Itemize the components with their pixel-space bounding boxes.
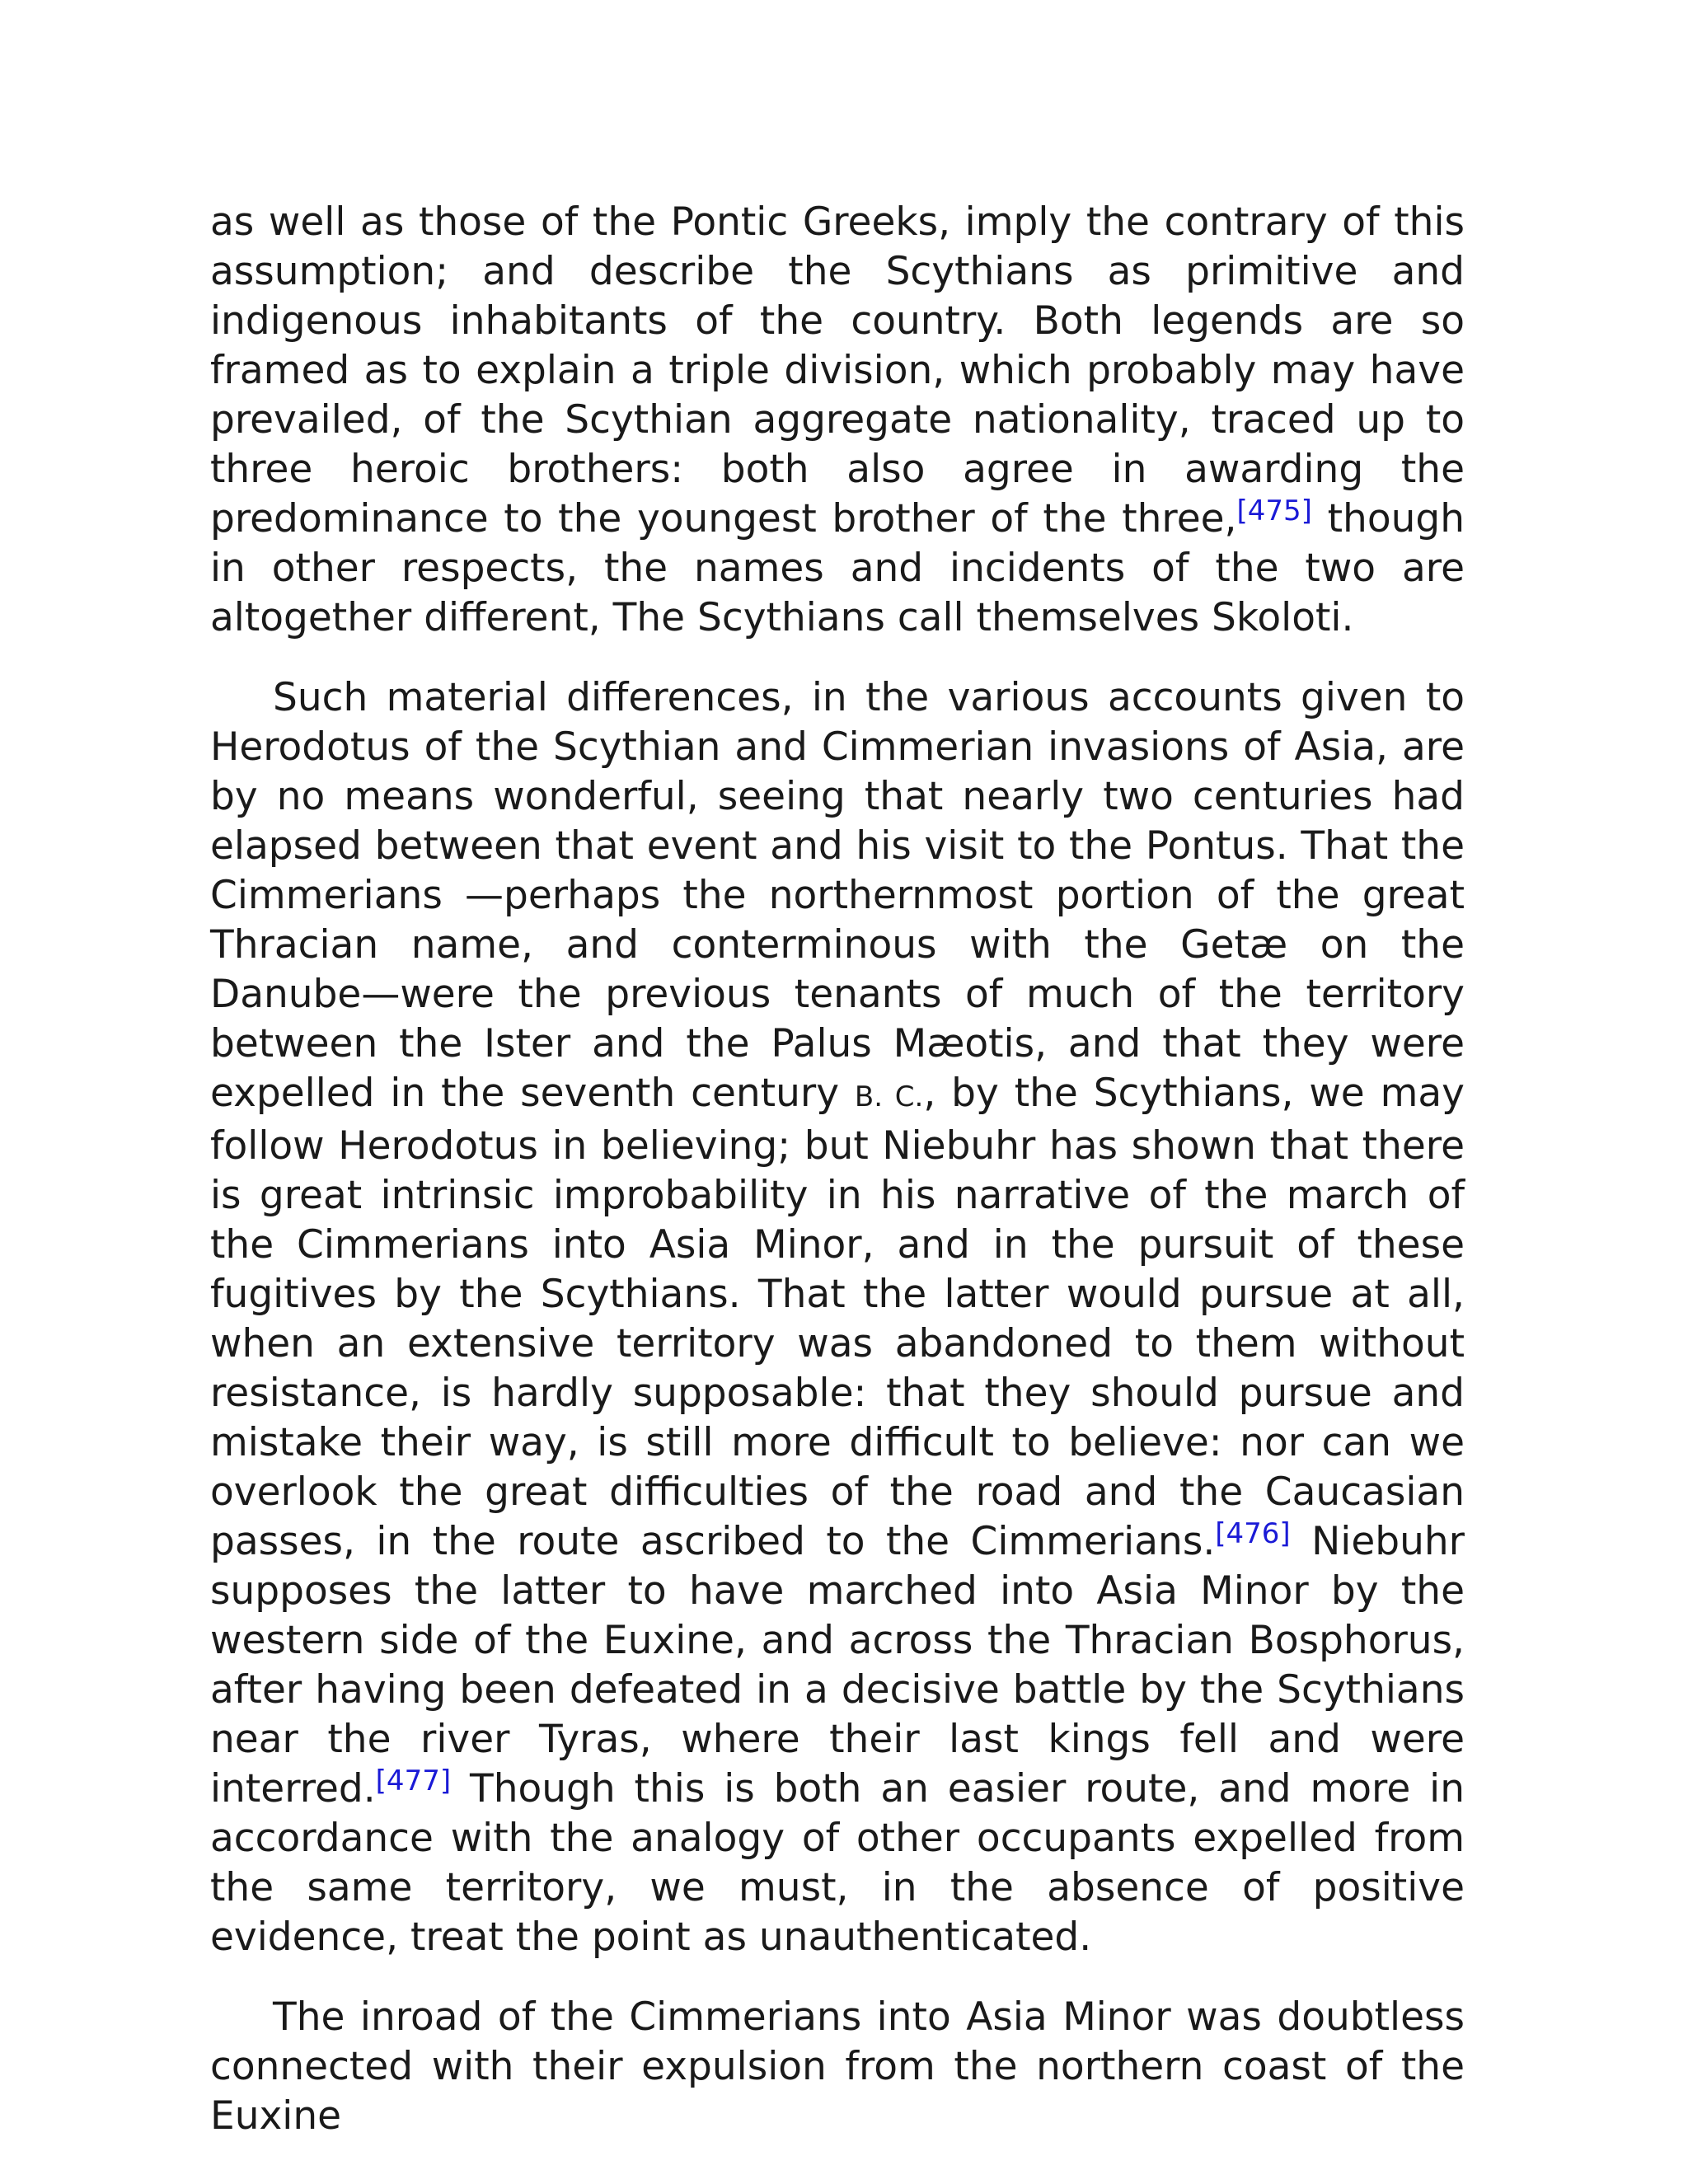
paragraph-2	[210, 673, 1465, 1962]
page-body	[210, 198, 1465, 2141]
paragraph-text: Niebuhr supposes the latter to have marched into Asia Minor by the western side of the Euxine, and across the Thracian Bosphorus, after having been defeated in a decisive battle by the Scythians near the river Tyras, where their last kings fell and were interred.	[210, 1519, 1465, 1811]
paragraph-text: Though this is both an easier route, and more in accordance with the analogy of other occupants expelled from the same territory, we must, in the absence of positive evidence, treat the point as unauthenticated.	[210, 1766, 1465, 1960]
era-abbreviation: B. C.	[854, 1080, 924, 1113]
paragraph-text: as well as those of the Pontic Greeks, imply the contrary of this assumption; and describe the Scythians as primitive and indigenous inhabitants of the country. Both legends are so framed as to explain a triple division, which probably may have prevailed, of the Scythian aggregate nationality, traced up to three heroic brothers: both also agree in awarding the predominance to the youngest brother of the three,	[210, 199, 1465, 541]
paragraph-text: , by the Scythians, we may follow Herodotus in believing; but Niebuhr has shown that there is great intrinsic improbability in his narrative of the march of the Cimmerians into Asia Minor, and in the pursuit of these fugitives by the Scythians. That the latter would pursue at all, when an extensive territory was abandoned to them without resistance, is hardly supposable: that they should pursue and mistake their way, is still more difficult to believe: nor can we overlook the great difficulties of the road and the Caucasian passes, in the route ascribed to the Cimmerians.	[210, 1071, 1465, 1564]
paragraph-3	[210, 1993, 1465, 2141]
footnote-link-475[interactable]: [475]	[1236, 494, 1312, 527]
paragraph-text: though in other respects, the names and incidents of the two are altogether different, The Scythians call themselves Skoloti.	[210, 496, 1465, 640]
footnote-link-477[interactable]: [477]	[375, 1765, 452, 1797]
paragraph-1	[210, 198, 1465, 643]
paragraph-text: Such material differences, in the various accounts given to Herodotus of the Scythian and Cimmerian invasions of Asia, are by no means wonderful, seeing that nearly two centuries had elapsed between that event and his visit to the Pontus. That the Cimmerians —perhaps the northernmost portion of the great Thracian name, and conterminous with the Getæ on the Danube—were the previous tenants of much of the territory between the Ister and the Palus Mæotis, and that they were expelled in the seventh century	[210, 675, 1465, 1116]
footnote-link-476[interactable]: [476]	[1215, 1517, 1291, 1550]
paragraph-text: The inroad of the Cimmerians into Asia Minor was doubtless connected with their expulsion from the northern coast of the Euxine	[210, 1994, 1465, 2139]
